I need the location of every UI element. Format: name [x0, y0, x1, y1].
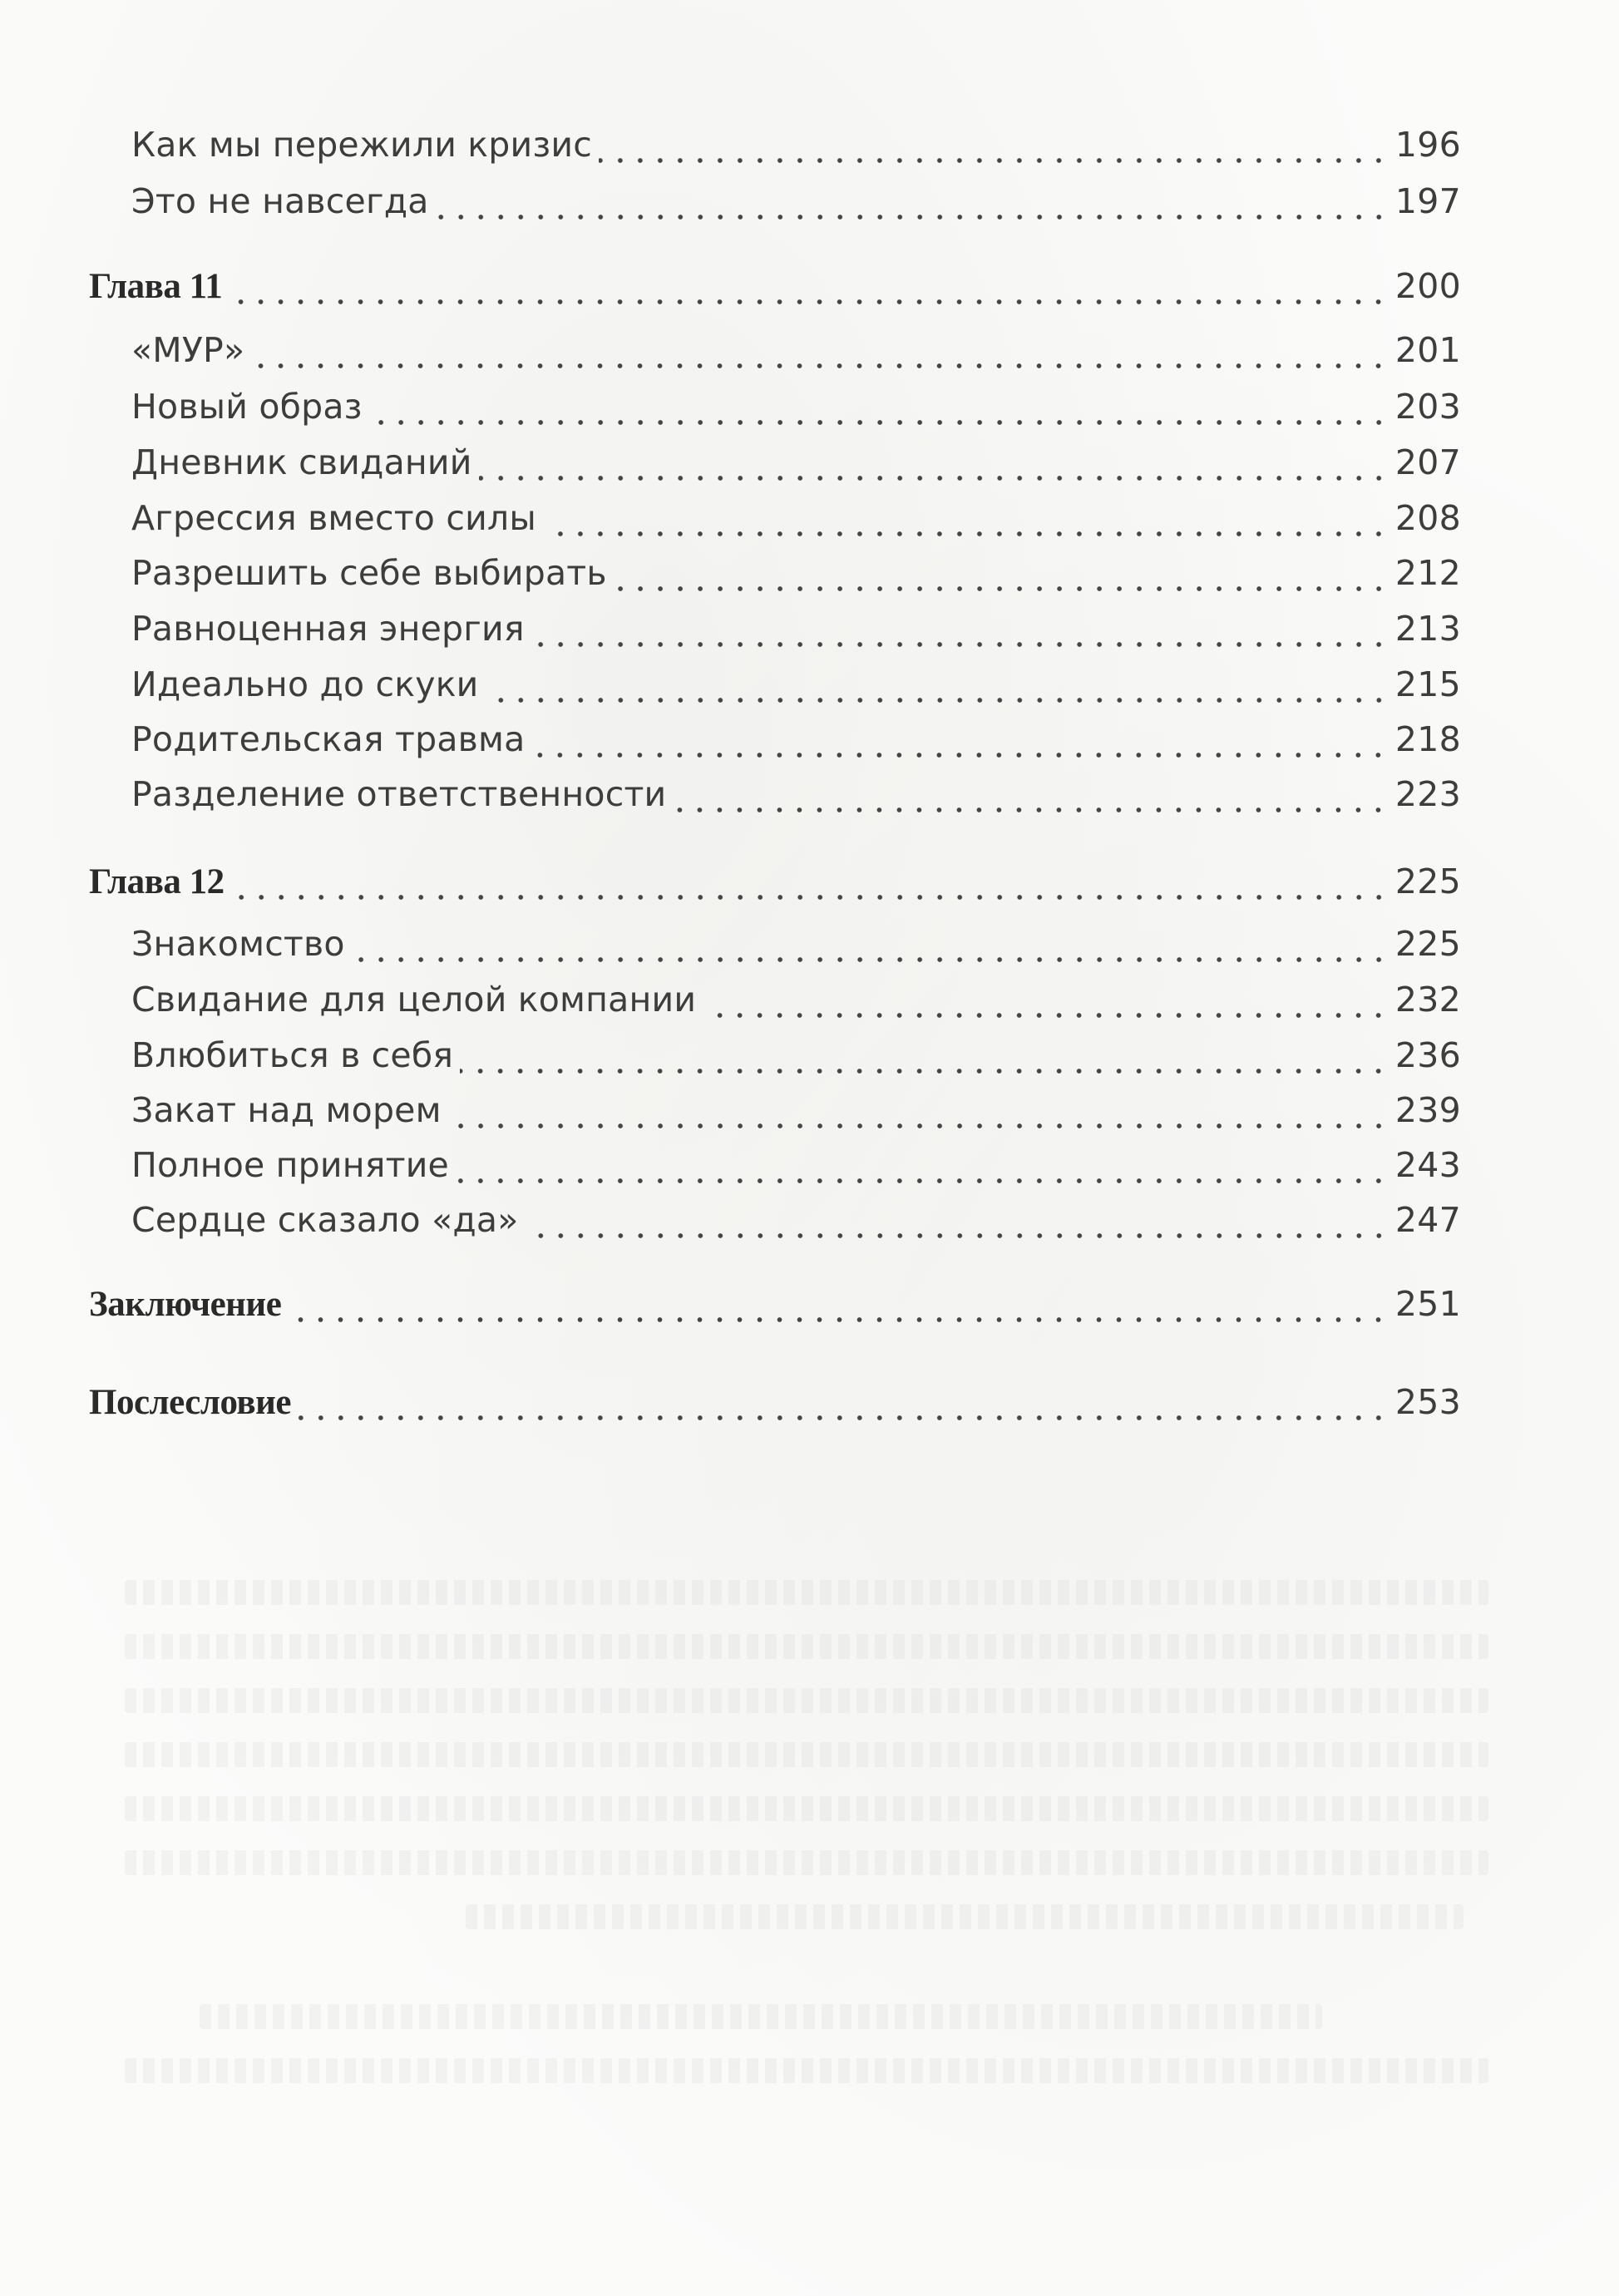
toc-entry-page-number: 212 [1394, 553, 1461, 593]
toc-entry-page-number: 196 [1394, 125, 1461, 165]
dot-leader [456, 1178, 1389, 1183]
toc-entry[interactable] [131, 609, 1461, 659]
toc-chapter-title: Глава 11 [89, 267, 223, 306]
toc-entry[interactable] [131, 1090, 1461, 1140]
toc-entry-title: Как мы пережили кризис [131, 125, 592, 165]
toc-entry-page-number: 218 [1394, 719, 1461, 759]
toc-entry-page-number: 223 [1394, 774, 1461, 814]
toc-entry-page-number: 213 [1394, 609, 1461, 649]
toc-entry-page-number: 225 [1394, 862, 1461, 901]
toc-entry-title: Родительская травма [131, 719, 526, 759]
toc-chapter-entry[interactable] [89, 1382, 1461, 1432]
toc-entry-title: Идеально до скуки [131, 664, 479, 704]
bleed-through-line [125, 2058, 1488, 2083]
dot-leader [543, 531, 1389, 536]
toc-entry-page-number: 201 [1394, 330, 1461, 370]
toc-entry[interactable] [131, 719, 1461, 769]
dot-leader [448, 1123, 1389, 1128]
dot-leader [251, 363, 1389, 368]
dot-leader [486, 698, 1389, 703]
toc-entry-page-number: 236 [1394, 1035, 1461, 1075]
toc-entry-title: Дневник свиданий [131, 442, 472, 482]
toc-entry-title: Влюбиться в себя [131, 1035, 454, 1075]
toc-chapter-title: Послесловие [89, 1383, 291, 1422]
toc-entry-page-number: 247 [1394, 1200, 1461, 1240]
toc-entry[interactable] [131, 1145, 1461, 1195]
toc-entry-title: «МУР» [131, 330, 245, 370]
dot-leader [673, 807, 1388, 812]
toc-entry-page-number: 208 [1394, 498, 1461, 538]
toc-entry[interactable] [131, 664, 1461, 714]
toc-entry[interactable] [131, 330, 1461, 380]
toc-entry[interactable] [131, 1035, 1461, 1085]
dot-leader [614, 586, 1389, 591]
toc-entry-title: Сердце сказало «да» [131, 1200, 519, 1240]
toc-entry-title: Полное принятие [131, 1145, 449, 1185]
toc-entry-title: Разделение ответственности [131, 774, 667, 814]
dot-leader [531, 753, 1388, 758]
toc-entry-page-number: 232 [1394, 980, 1461, 1020]
bleed-through-line [125, 1580, 1488, 1605]
toc-chapter-entry[interactable] [89, 862, 1461, 911]
dot-leader [479, 476, 1389, 481]
toc-entry[interactable] [131, 1200, 1461, 1250]
toc-entry-page-number: 251 [1394, 1284, 1461, 1324]
toc-entry-title: Это не навсегда [131, 181, 429, 221]
toc-entry[interactable] [131, 125, 1461, 175]
bleed-through-line [125, 1850, 1488, 1875]
toc-entry[interactable] [131, 442, 1461, 492]
dot-leader [229, 299, 1389, 304]
toc-entry[interactable] [131, 387, 1461, 437]
toc-entry[interactable] [131, 924, 1461, 974]
toc-chapter-title: Заключение [89, 1285, 282, 1324]
dot-leader [369, 420, 1389, 425]
toc-entry[interactable] [131, 181, 1461, 231]
toc-chapter-entry[interactable] [89, 266, 1461, 316]
toc-entry-title: Агрессия вместо силы [131, 498, 536, 538]
toc-entry-title: Разрешить себе выбирать [131, 553, 607, 593]
toc-entry-title: Закат над морем [131, 1090, 442, 1130]
toc-entry-page-number: 243 [1394, 1145, 1461, 1185]
toc-chapter-title: Глава 12 [89, 862, 225, 901]
dot-leader [599, 158, 1389, 163]
toc-entry-page-number: 215 [1394, 664, 1461, 704]
dot-leader [231, 895, 1389, 900]
dot-leader [352, 957, 1389, 962]
dot-leader [288, 1317, 1389, 1322]
bleed-through-line [125, 1742, 1488, 1767]
toc-entry-title: Свидание для целой компании [131, 980, 697, 1020]
toc-entry[interactable] [131, 980, 1461, 1029]
toc-entry-title: Равноценная энергия [131, 609, 525, 649]
dot-leader [531, 642, 1389, 647]
bleed-through-line [125, 1634, 1488, 1659]
toc-entry[interactable] [131, 553, 1461, 603]
bleed-through-line [125, 1796, 1488, 1821]
dot-leader [703, 1013, 1389, 1018]
bleed-through-line [466, 1904, 1464, 1929]
toc-entry-title: Новый образ [131, 387, 363, 427]
dot-leader [298, 1415, 1389, 1420]
toc-entry-page-number: 207 [1394, 442, 1461, 482]
bleed-through-line [125, 1688, 1488, 1713]
dot-leader [460, 1069, 1389, 1074]
toc-entry-page-number: 225 [1394, 924, 1461, 964]
bleed-through-line [200, 2004, 1322, 2029]
toc-entry-page-number: 197 [1394, 181, 1461, 221]
toc-entry-page-number: 203 [1394, 387, 1461, 427]
toc-entry-page-number: 253 [1394, 1382, 1461, 1422]
dot-leader [526, 1233, 1389, 1238]
toc-entry-page-number: 200 [1394, 266, 1461, 306]
toc-entry-page-number: 239 [1394, 1090, 1461, 1130]
toc-chapter-entry[interactable] [89, 1284, 1461, 1334]
toc-entry[interactable] [131, 774, 1461, 824]
toc-entry-title: Знакомство [131, 924, 345, 964]
toc-entry[interactable] [131, 498, 1461, 548]
dot-leader [436, 215, 1389, 220]
